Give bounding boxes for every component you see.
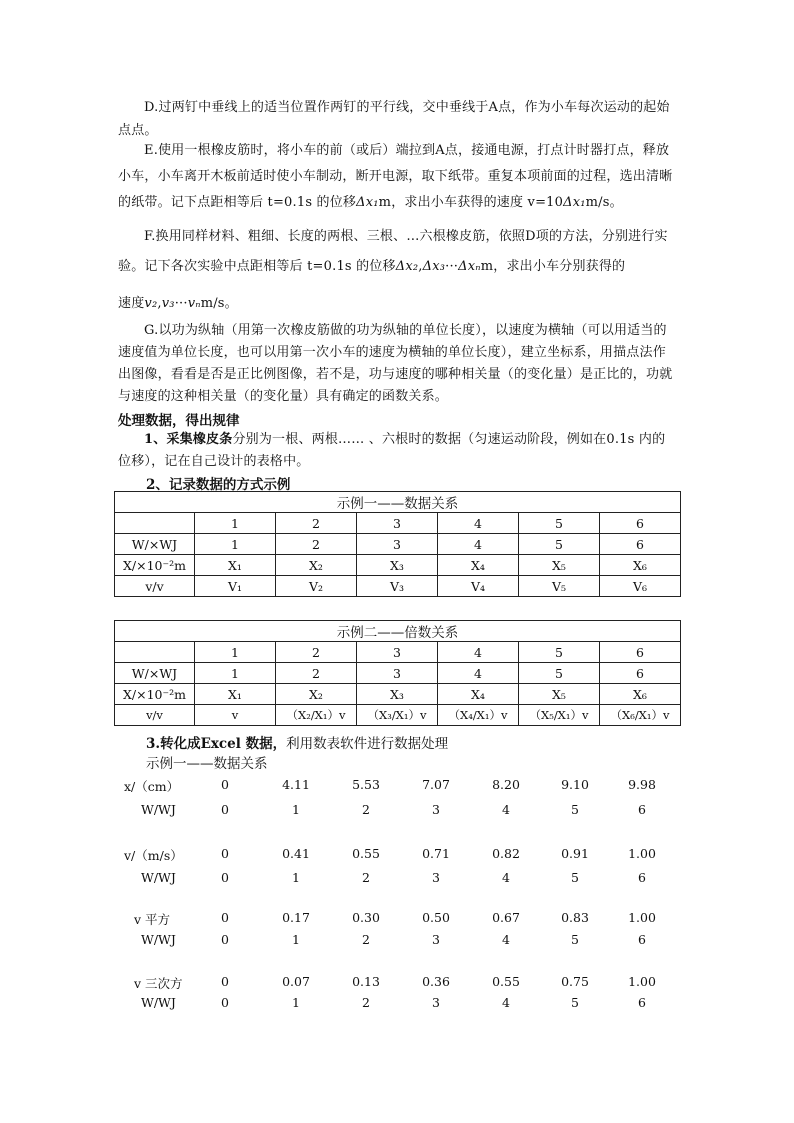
cell: 5: [519, 534, 600, 555]
delta-x3-symbol: Δx₃: [422, 259, 446, 274]
dataset-4-label: v 三次方: [134, 976, 183, 991]
dataset-w-value: 2: [362, 932, 370, 947]
table-row: [115, 684, 681, 705]
cell: 1: [195, 663, 276, 684]
dataset-value: 9.98: [628, 777, 656, 792]
dataset-w-value: 6: [638, 995, 646, 1010]
paragraph-d: D.过两钉中垂线上的适当位置作两钉的平行线，交中垂线于A点，作为小车每次运动的起始点点。: [118, 100, 670, 138]
cell: 1: [195, 642, 276, 663]
table-2-header: [115, 642, 681, 663]
dataset-value: 8.20: [492, 777, 520, 792]
dataset-value: 0.36: [422, 974, 450, 989]
cell: V₅: [519, 576, 600, 597]
cell: X₄: [438, 684, 519, 705]
dataset-value: 0.07: [282, 974, 310, 989]
dataset-w-value: 1: [292, 995, 300, 1010]
dataset-2-label: v/（m/s）: [124, 848, 183, 863]
speed-label: 速度: [118, 296, 145, 311]
dataset-value: 0.82: [492, 846, 520, 861]
cell: X₆: [600, 555, 681, 576]
delta-x2-symbol: Δx₂: [395, 259, 419, 274]
dataset-value: 0.55: [352, 846, 380, 861]
cell: 3: [357, 663, 438, 684]
dataset-w-value: 0: [221, 870, 229, 885]
cell: 6: [600, 642, 681, 663]
dataset-w-value: 4: [502, 932, 510, 947]
cell: V₂: [276, 576, 357, 597]
paragraph-f: [118, 222, 678, 282]
table-row: [115, 663, 681, 684]
cell: （X₂/X₁）v: [276, 705, 357, 726]
paragraph-e-end: m/s。: [585, 195, 623, 210]
dataset-w-value: 5: [571, 995, 579, 1010]
cell: V₁: [195, 576, 276, 597]
speed-unit: m/s。: [200, 296, 238, 311]
cell: W/×WJ: [115, 534, 195, 555]
cell: 3: [357, 513, 438, 534]
dataset-value: 0: [221, 974, 229, 989]
cell: X₅: [519, 555, 600, 576]
delta-x1-symbol-2: Δx₁: [563, 195, 586, 210]
dataset-value: 1.00: [628, 974, 656, 989]
cell: X₃: [357, 555, 438, 576]
cell: V₄: [438, 576, 519, 597]
dataset-w-value: 2: [362, 802, 370, 817]
dataset-value: 7.07: [422, 777, 450, 792]
cell: X₂: [276, 684, 357, 705]
paragraph-f-speed: [118, 292, 678, 315]
table-row: [115, 576, 681, 597]
paragraph-f-text: F.换用同样材料、粗细、长度的两根、三根、…六根橡皮筋，依照D项的方法，分别进行实验。记下各次实验中点距相等后 t=0.1s 的位移: [118, 229, 668, 274]
delta-x1-symbol: Δx₁: [356, 195, 379, 210]
dataset-value: 4.11: [282, 777, 310, 792]
dataset-value: 9.10: [561, 777, 589, 792]
item-3-bold: 3.转化成Excel 数据，: [146, 736, 287, 752]
dataset-w-value: 3: [432, 870, 440, 885]
cell: V₆: [600, 576, 681, 597]
item-3: [146, 732, 448, 752]
dataset-w-value: 4: [502, 802, 510, 817]
dataset-w-value: 1: [292, 932, 300, 947]
paragraph-g: G.以功为纵轴（用第一次橡皮筋做的功为纵轴的单位长度），以速度为横轴（可以用适当的速度值为单位长度，也可以用第一次小车的速度为横轴的单位长度），建立坐标系，用描点法作出图像，看看是否是正比例图像，若不是，功与速度的哪种相关量（的变化量）是正比的，功就与速度的这种相关量（的变化量）具有确定的函数关系。: [118, 323, 673, 404]
dataset-w-value: 3: [432, 995, 440, 1010]
cell: 6: [600, 513, 681, 534]
dataset-w-value: 0: [221, 802, 229, 817]
cell: （X₃/X₁）v: [357, 705, 438, 726]
cell: 5: [519, 642, 600, 663]
paragraph-e-mid: m，求出小车获得的速度 v=10: [378, 195, 564, 210]
cell: （X₆/X₁）v: [600, 705, 681, 726]
ellipsis-2: ···: [174, 296, 188, 311]
cell: 5: [519, 513, 600, 534]
dataset-2-w-label: W/WJ: [141, 870, 176, 885]
dataset-w-value: 3: [432, 802, 440, 817]
cell: X₂: [276, 555, 357, 576]
dataset-w-value: 5: [571, 802, 579, 817]
dataset-w-value: 6: [638, 802, 646, 817]
cell: 1: [195, 534, 276, 555]
cell: v: [195, 705, 276, 726]
cell: 2: [276, 663, 357, 684]
dataset-value: 0: [221, 777, 229, 792]
cell: 6: [600, 534, 681, 555]
cell: V₃: [357, 576, 438, 597]
dataset-value: 1.00: [628, 846, 656, 861]
item-1-bold: 1、采集橡皮条: [144, 432, 233, 447]
cell: 4: [438, 663, 519, 684]
dataset-value: 0.41: [282, 846, 310, 861]
cell: 5: [519, 663, 600, 684]
dataset-value: 5.53: [352, 777, 380, 792]
cell: 3: [357, 642, 438, 663]
dataset-w-value: 1: [292, 870, 300, 885]
table-1-header: [115, 513, 681, 534]
dataset-3-w-label: W/WJ: [141, 932, 176, 947]
dataset-value: 0: [221, 846, 229, 861]
item-3-rest: 利用数表软件进行数据处理: [286, 736, 449, 752]
dataset-value: 0.17: [282, 910, 310, 925]
dataset-3-label: v 平方: [134, 912, 171, 927]
vn-symbol: vₙ: [187, 296, 201, 311]
cell: v/v: [115, 705, 195, 726]
dataset-w-value: 0: [221, 932, 229, 947]
dataset-w-value: 4: [502, 995, 510, 1010]
cell: 4: [438, 534, 519, 555]
dataset-value: 0: [221, 910, 229, 925]
section-heading: 处理数据，得出规律: [118, 413, 240, 429]
cell: X/×10⁻²m: [115, 684, 195, 705]
paragraph-e-text: E.使用一根橡皮筋时，将小车的前（或后）端拉到A点，接通电源，打点计时器打点，释放小车，小车离开木板前适时使小车制动，断开电源，取下纸带。重复本项前面的过程，选出清晰的纸带。记下点距相等后 t=0.1s 的位移: [118, 143, 673, 210]
cell: 2: [276, 513, 357, 534]
dataset-w-value: 0: [221, 995, 229, 1010]
cell: X₃: [357, 684, 438, 705]
dataset-4-w-label: W/WJ: [141, 995, 176, 1010]
dataset-value: 0.30: [352, 910, 380, 925]
dataset-w-value: 2: [362, 995, 370, 1010]
ellipsis-1: ···: [445, 259, 459, 274]
dataset-value: 0.67: [492, 910, 520, 925]
cell: X₄: [438, 555, 519, 576]
cell: X₆: [600, 684, 681, 705]
dataset-w-value: 2: [362, 870, 370, 885]
dataset-w-value: 1: [292, 802, 300, 817]
cell: 2: [276, 642, 357, 663]
cell: [115, 513, 195, 534]
paragraph-e: [118, 138, 678, 216]
dataset-w-value: 5: [571, 932, 579, 947]
table-1: [114, 491, 681, 597]
dataset-value: 0.13: [352, 974, 380, 989]
dataset-w-value: 3: [432, 932, 440, 947]
cell: W/×WJ: [115, 663, 195, 684]
table-row: [115, 555, 681, 576]
dataset-value: 0.83: [561, 910, 589, 925]
cell: v/v: [115, 576, 195, 597]
table-row: [115, 705, 681, 726]
cell: [115, 642, 195, 663]
v2-symbol: v₂: [144, 296, 158, 311]
cell: （X₄/X₁）v: [438, 705, 519, 726]
table-row: [115, 534, 681, 555]
cell: 1: [195, 513, 276, 534]
dataset-value: 1.00: [628, 910, 656, 925]
cell: X₁: [195, 555, 276, 576]
cell: 2: [276, 534, 357, 555]
table-2-caption: 示例二——倍数关系: [115, 621, 681, 642]
item-2: 2、记录数据的方式示例: [146, 477, 291, 493]
delta-xn-symbol: Δxₙ: [458, 259, 481, 274]
example-subtitle: 示例一——数据关系: [146, 756, 268, 772]
table-2: [114, 620, 681, 726]
dataset-1-w-label: W/WJ: [141, 802, 176, 817]
table-1-caption: 示例一——数据关系: [115, 492, 681, 513]
item-1: [118, 429, 678, 473]
paragraph-f-mid: m，求出小车分别获得的: [480, 259, 626, 274]
dataset-value: 0.71: [422, 846, 450, 861]
comma-1: ,: [418, 259, 423, 274]
cell: X/×10⁻²m: [115, 555, 195, 576]
dataset-1-label: x/（cm）: [124, 779, 180, 794]
cell: 4: [438, 642, 519, 663]
dataset-w-value: 6: [638, 870, 646, 885]
cell: 3: [357, 534, 438, 555]
cell: 6: [600, 663, 681, 684]
item-1-rest: 分别为一根、两根…… 、六根时的数据（匀速运动阶段，例如在0.1s 内的位移），记在自己设计的表格中。: [118, 432, 666, 469]
cell: X₅: [519, 684, 600, 705]
cell: X₁: [195, 684, 276, 705]
v3-symbol: v₃: [161, 296, 175, 311]
dataset-value: 0.55: [492, 974, 520, 989]
cell: 4: [438, 513, 519, 534]
cell: （X₅/X₁）v: [519, 705, 600, 726]
dataset-value: 0.91: [561, 846, 589, 861]
dataset-value: 0.50: [422, 910, 450, 925]
dataset-value: 0.75: [561, 974, 589, 989]
comma-2: ,: [157, 296, 162, 311]
dataset-w-value: 6: [638, 932, 646, 947]
dataset-w-value: 5: [571, 870, 579, 885]
dataset-w-value: 4: [502, 870, 510, 885]
